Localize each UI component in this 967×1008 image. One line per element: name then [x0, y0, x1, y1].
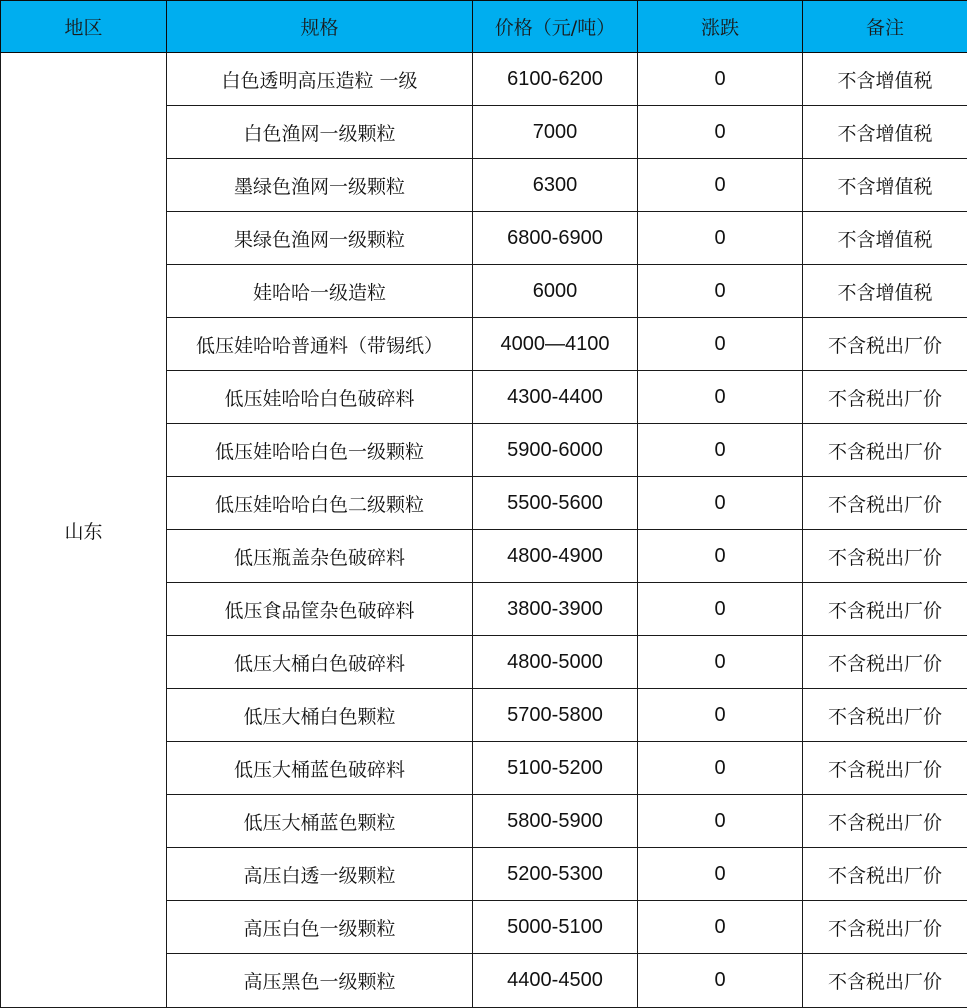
note-cell: 不含税出厂价 [803, 530, 967, 583]
spec-cell: 高压黑色一级颗粒 [167, 954, 473, 1008]
header-region: 地区 [1, 1, 167, 53]
spec-cell: 低压娃哈哈白色破碎料 [167, 371, 473, 424]
note-cell: 不含税出厂价 [803, 583, 967, 636]
header-change: 涨跌 [638, 1, 803, 53]
note-cell: 不含税出厂价 [803, 901, 967, 954]
spec-cell: 高压白透一级颗粒 [167, 848, 473, 901]
spec-cell: 低压食品筐杂色破碎料 [167, 583, 473, 636]
note-cell: 不含税出厂价 [803, 318, 967, 371]
price-cell: 5200-5300 [473, 848, 638, 901]
note-cell: 不含税出厂价 [803, 424, 967, 477]
change-cell: 0 [638, 583, 803, 636]
note-cell: 不含税出厂价 [803, 848, 967, 901]
header-spec: 规格 [167, 1, 473, 53]
change-cell: 0 [638, 901, 803, 954]
spec-cell: 娃哈哈一级造粒 [167, 265, 473, 318]
change-cell: 0 [638, 954, 803, 1008]
note-cell: 不含税出厂价 [803, 954, 967, 1008]
change-cell: 0 [638, 742, 803, 795]
price-cell: 6800-6900 [473, 212, 638, 265]
price-cell: 4800-5000 [473, 636, 638, 689]
change-cell: 0 [638, 159, 803, 212]
change-cell: 0 [638, 212, 803, 265]
price-cell: 4300-4400 [473, 371, 638, 424]
price-cell: 3800-3900 [473, 583, 638, 636]
header-note: 备注 [803, 1, 967, 53]
change-cell: 0 [638, 689, 803, 742]
price-cell: 5100-5200 [473, 742, 638, 795]
note-cell: 不含税出厂价 [803, 742, 967, 795]
price-cell: 5700-5800 [473, 689, 638, 742]
change-cell: 0 [638, 371, 803, 424]
change-cell: 0 [638, 106, 803, 159]
table-row [1, 53, 967, 106]
price-cell: 4800-4900 [473, 530, 638, 583]
spec-cell: 墨绿色渔网一级颗粒 [167, 159, 473, 212]
spec-cell: 白色透明高压造粒 一级 [167, 53, 473, 106]
header-price: 价格（元/吨） [473, 1, 638, 53]
price-cell: 7000 [473, 106, 638, 159]
note-cell: 不含增值税 [803, 212, 967, 265]
note-cell: 不含增值税 [803, 106, 967, 159]
change-cell: 0 [638, 318, 803, 371]
note-cell: 不含增值税 [803, 53, 967, 106]
price-cell: 6000 [473, 265, 638, 318]
change-cell: 0 [638, 53, 803, 106]
change-cell: 0 [638, 265, 803, 318]
price-cell: 6300 [473, 159, 638, 212]
note-cell: 不含税出厂价 [803, 371, 967, 424]
spec-cell: 果绿色渔网一级颗粒 [167, 212, 473, 265]
header-row [1, 1, 967, 53]
change-cell: 0 [638, 530, 803, 583]
spec-cell: 低压大桶白色破碎料 [167, 636, 473, 689]
change-cell: 0 [638, 636, 803, 689]
spec-cell: 低压娃哈哈白色二级颗粒 [167, 477, 473, 530]
change-cell: 0 [638, 848, 803, 901]
note-cell: 不含增值税 [803, 159, 967, 212]
spec-cell: 低压大桶蓝色颗粒 [167, 795, 473, 848]
region-cell: 山东 [1, 53, 167, 1008]
price-cell: 5500-5600 [473, 477, 638, 530]
spec-cell: 高压白色一级颗粒 [167, 901, 473, 954]
note-cell: 不含税出厂价 [803, 795, 967, 848]
price-cell: 4000—4100 [473, 318, 638, 371]
price-cell: 5000-5100 [473, 901, 638, 954]
change-cell: 0 [638, 795, 803, 848]
change-cell: 0 [638, 477, 803, 530]
change-cell: 0 [638, 424, 803, 477]
price-cell: 5800-5900 [473, 795, 638, 848]
note-cell: 不含税出厂价 [803, 636, 967, 689]
spec-cell: 低压大桶白色颗粒 [167, 689, 473, 742]
spec-cell: 低压大桶蓝色破碎料 [167, 742, 473, 795]
price-cell: 4400-4500 [473, 954, 638, 1008]
spec-cell: 白色渔网一级颗粒 [167, 106, 473, 159]
spec-cell: 低压瓶盖杂色破碎料 [167, 530, 473, 583]
table-body [1, 53, 967, 1008]
note-cell: 不含税出厂价 [803, 689, 967, 742]
spec-cell: 低压娃哈哈普通料（带锡纸） [167, 318, 473, 371]
price-cell: 6100-6200 [473, 53, 638, 106]
spec-cell: 低压娃哈哈白色一级颗粒 [167, 424, 473, 477]
note-cell: 不含增值税 [803, 265, 967, 318]
note-cell: 不含税出厂价 [803, 477, 967, 530]
price-cell: 5900-6000 [473, 424, 638, 477]
